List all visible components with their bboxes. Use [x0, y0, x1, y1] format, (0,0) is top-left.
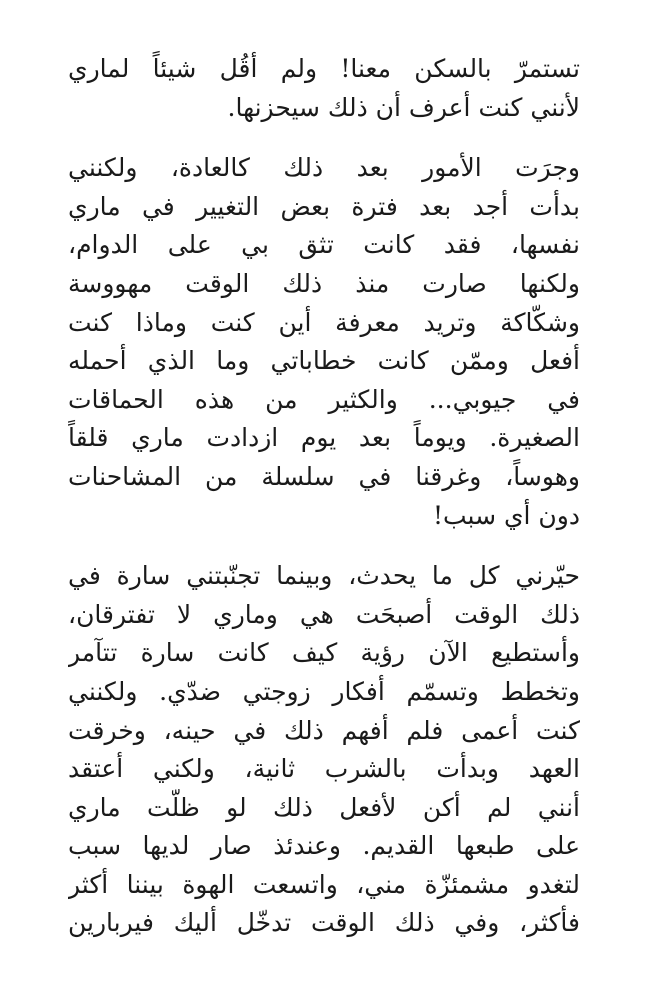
text-line: أفعل وممّن كانت خطاباتي وما الذي أحمله: [68, 346, 580, 376]
text-line: لأنني كنت أعرف أن ذلك سيحزنها.: [227, 92, 580, 122]
text-line: وهوساً، وغرقنا في سلسلة من المشاحنات: [68, 461, 580, 491]
paragraph-2: [68, 149, 580, 535]
text-line: العهد وبدأت بالشرب ثانية، ولكني أعتقد: [68, 754, 580, 784]
text-line: الصغيرة. ويوماً بعد يوم ازدادت ماري قلقاً: [68, 423, 580, 453]
paragraph-1: [68, 50, 580, 127]
text-line: وتخطط وتسمّم أفكار زوجتي ضدّي. ولكنني: [68, 676, 580, 706]
book-page: [68, 50, 580, 965]
text-line: بدأت أجد بعد فترة بعض التغيير في ماري: [68, 191, 580, 221]
text-line: كنت أعمى فلم أفهم ذلك في حينه، وخرقت: [68, 715, 580, 745]
text-line: وشكّاكة وتريد معرفة أين كنت وماذا كنت: [68, 307, 580, 337]
text-line: تستمرّ بالسكن معنا! ولم أقُل شيئاً لماري: [68, 54, 580, 83]
text-line: فأكثر، وفي ذلك الوقت تدخّل أليك فيربارين: [68, 908, 580, 938]
text-line: على طبعها القديم. وعندئذ صار لديها سبب: [68, 831, 580, 861]
text-line: ذلك الوقت أصبحَت هي وماري لا تفترقان،: [68, 599, 580, 629]
text-line: في جيوبي... والكثير من هذه الحماقات: [68, 384, 580, 414]
text-line: نفسها، فقد كانت تثق بي على الدوام،: [68, 230, 580, 260]
text-line: حيّرني كل ما يحدث، وبينما تجنّبتني سارة في: [68, 561, 580, 591]
text-line: لتغدو مشمئزّة مني، واتسعت الهوة بيننا أكثر: [68, 869, 580, 899]
text-line: أنني لم أكن لأفعل ذلك لو ظلّت ماري: [68, 792, 580, 822]
text-line: وجرَت الأمور بعد ذلك كالعادة، ولكنني: [68, 153, 580, 183]
text-line: ولكنها صارت منذ ذلك الوقت مهووسة: [68, 268, 580, 298]
text-line: دون أي سبب!: [432, 500, 580, 530]
paragraph-3: [68, 557, 580, 943]
text-line: وأستطيع الآن رؤية كيف كانت سارة تتآمر: [68, 638, 580, 668]
